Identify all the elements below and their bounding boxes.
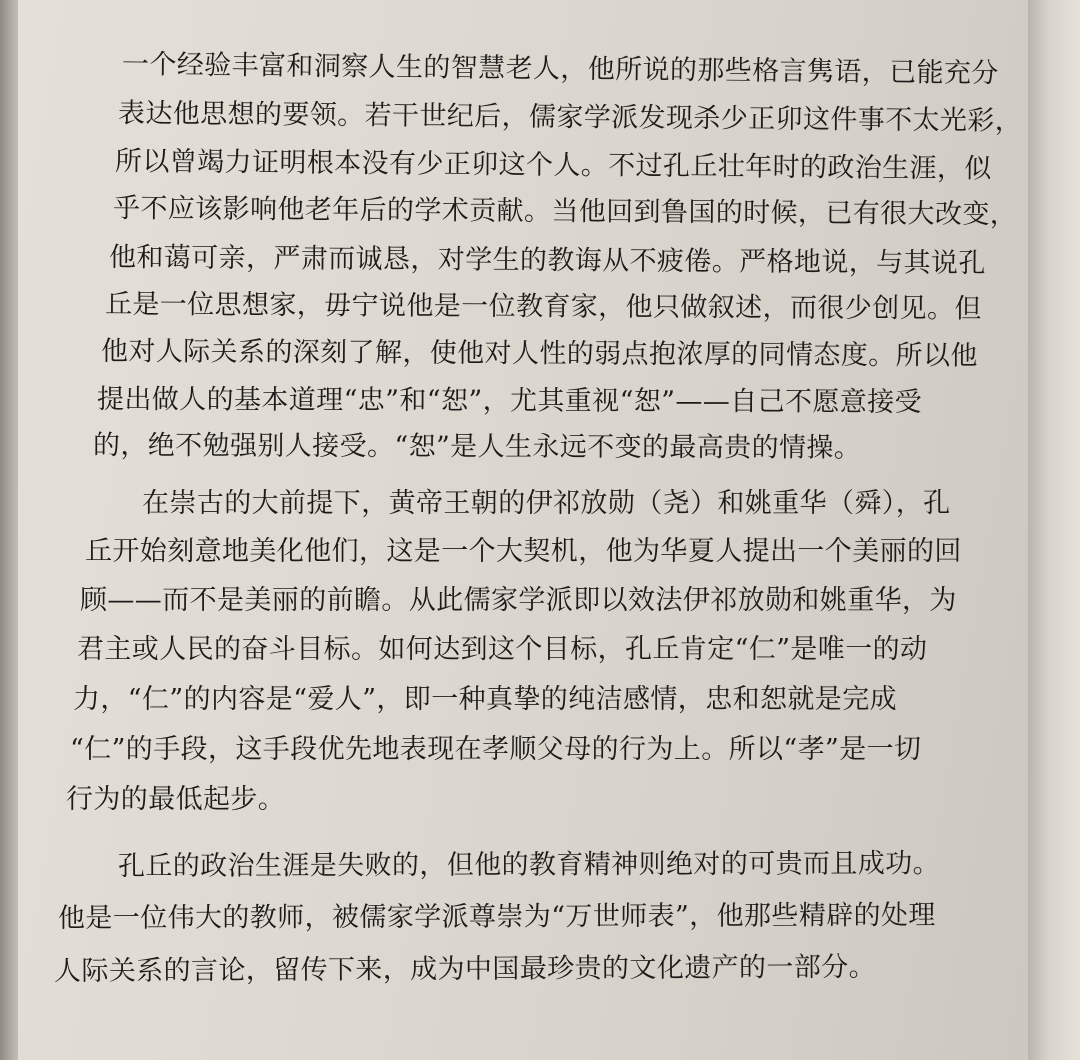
- text-line: 一个经验丰富和洞察人生的智慧老人，他所说的那些格言隽语，已能充分: [121, 49, 999, 90]
- text-line: 在崇古的大前提下，黄帝王朝的伊祁放勋（尧）和姚重华（舜），孔: [142, 488, 951, 519]
- text-line: 的，绝不勉强别人接受。“恕”是人生永远不变的最高贵的情操。: [92, 430, 862, 464]
- text-line: 丘开始刻意地美化他们，这是一个大契机，他为华夏人提出一个美丽的回: [85, 536, 962, 567]
- text-line: 所以曾竭力证明根本没有少正卯这个人。不过孔丘壮年时的政治生涯，似: [114, 146, 992, 185]
- text-line: 行为的最低起步。: [66, 784, 286, 815]
- text-line: 君主或人民的奋斗目标。如何达到这个目标，孔丘肯定“仁”是唯一的动: [77, 634, 928, 665]
- text-line: 人际关系的言论，留传下来，成为中国最珍贵的文化遗产的一部分。: [53, 951, 877, 987]
- text-line: 表达他思想的要领。若干世纪后，儒家学派发现杀少正卯这件事不太光彩，: [117, 98, 1023, 137]
- text-line: 他是一位伟大的教师，被儒家学派尊崇为“万世师表”，他那些精辟的处理: [57, 899, 936, 934]
- text-line: 力，“仁”的内容是“爱人”，即一种真挚的纯洁感情，忠和恕就是完成: [73, 684, 898, 715]
- text-line: 丘是一位思想家，毋宁说他是一位教育家，他只做叙述，而很少创见。但: [104, 289, 982, 325]
- text-line: 顾——而不是美丽的前瞻。从此儒家学派即以效法伊祁放勋和姚重华，为: [80, 585, 957, 616]
- text-line: 乎不应该影响他老年后的学术贡献。当他回到鲁国的时候，已有很大改变，: [112, 193, 1018, 231]
- text-line: 他和蔼可亲，严肃而诚恳，对学生的教诲从不疲倦。严格地说，与其说孔: [108, 242, 986, 280]
- text-line: 提出做人的基本道理“忠”和“恕”，尤其重视“恕”——自己不愿意接受: [96, 384, 923, 418]
- text-line: 他对人际关系的深刻了解，使他对人性的弱点抱浓厚的同情态度。所以他: [100, 336, 978, 372]
- text-line: “仁”的手段，这手段优先地表现在孝顺父母的行为上。所以“孝”是一切: [70, 734, 922, 765]
- text-line: 孔丘的政治生涯是失败的，但他的教育精神则绝对的可贵而且成功。: [117, 848, 941, 882]
